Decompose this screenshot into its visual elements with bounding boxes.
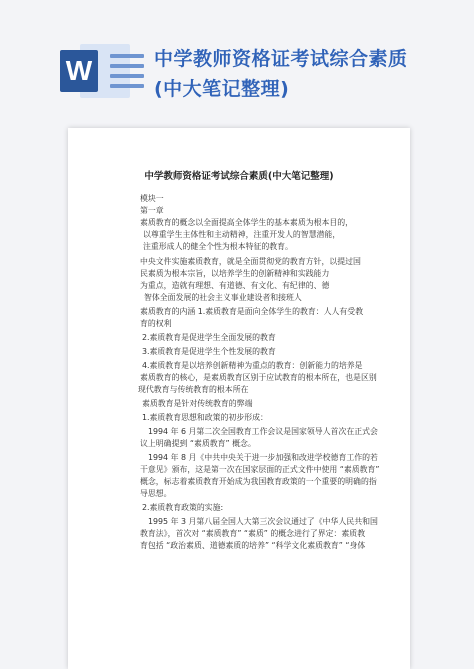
document-line: 1994 年 6 月第二次全国教育工作会议是国家领导人首次在正式会 [148,427,378,436]
document-line: 第一章 [140,206,164,215]
document-line: 导思想。 [140,489,172,498]
document-line: 素质教育的核心，是素质教育区别于应试教育的根本所在，也是区别 [140,373,377,382]
document-title: 中学教师资格证考试综合素质(中大笔记整理) [144,171,334,182]
document-line: 以尊重学生主体性和主动精神，注重开发人的智慧潜能， [143,230,341,239]
word-document-icon [60,44,132,98]
document-line: 3.素质教育是促进学生个性发展的教育 [142,347,276,356]
document-line: 素质教育是针对传统教育的弊端 [142,399,253,408]
document-line: 2.素质教育是促进学生全面发展的教育 [142,333,276,342]
document-line: 现代教育与传统教育的根本所在 [138,385,249,394]
document-line: 教育法》，首次对 “素质教育” “素质” 的概念进行了界定：素质教 [140,529,366,538]
document-line: 干意见》颁布，这是第一次在国家层面的正式文件中使用 “素质教育” [140,465,380,474]
document-line: 民素质为根本宗旨，以培养学生的创新精神和实践能力 [140,269,330,278]
document-line: 1.素质教育思想和政策的初步形成： [142,413,268,422]
document-line: 育包括 “政治素质、道德素质的培养” “科学文化素质教育” “身体 [140,541,366,550]
document-line: 4.素质教育是以培养创新精神为重点的教育：创新能力的培养是 [142,361,363,370]
header-title-line-2: (中大笔记整理) [154,78,290,100]
word-icon-lines [110,54,144,94]
document-header [0,0,474,120]
document-line: 智体全面发展的社会主义事业建设者和接班人 [144,293,302,302]
document-line: 注重形成人的健全个性为根本特征的教育。 [143,242,293,251]
document-line: 2.素质教育政策的实施: [142,503,224,512]
document-page [68,128,410,669]
document-line: 1994 年 8 月《中共中央关于进一步加强和改进学校德育工作的若 [148,453,378,462]
document-line: 素质教育的概念以全面提高全体学生的基本素质为根本目的， [140,218,354,227]
document-line: 为重点，造就有理想、有道德、有文化、有纪律的、德 [140,281,330,290]
document-line: 素质教育的内涵 1.素质教育是面向全体学生的教育：人人有受教 [140,307,364,316]
document-line: 1995 年 3 月第八届全国人大第三次会议通过了《中华人民共和国 [148,517,378,526]
header-title-line-1: 中学教师资格证考试综合素质 [154,48,408,70]
document-line: 议上明确提到 “素质教育” 概念。 [140,439,256,448]
document-line: 育的权利 [140,319,172,328]
document-line: 概念，标志着素质教育开始成为我国教育政策的一个重要的明确的指 [140,477,377,486]
word-icon-letter: W [60,50,98,92]
document-line: 中央文件实施素质教育，就是全面贯彻党的教育方针，以提过国 [140,257,361,266]
document-line: 模块一 [140,194,164,203]
